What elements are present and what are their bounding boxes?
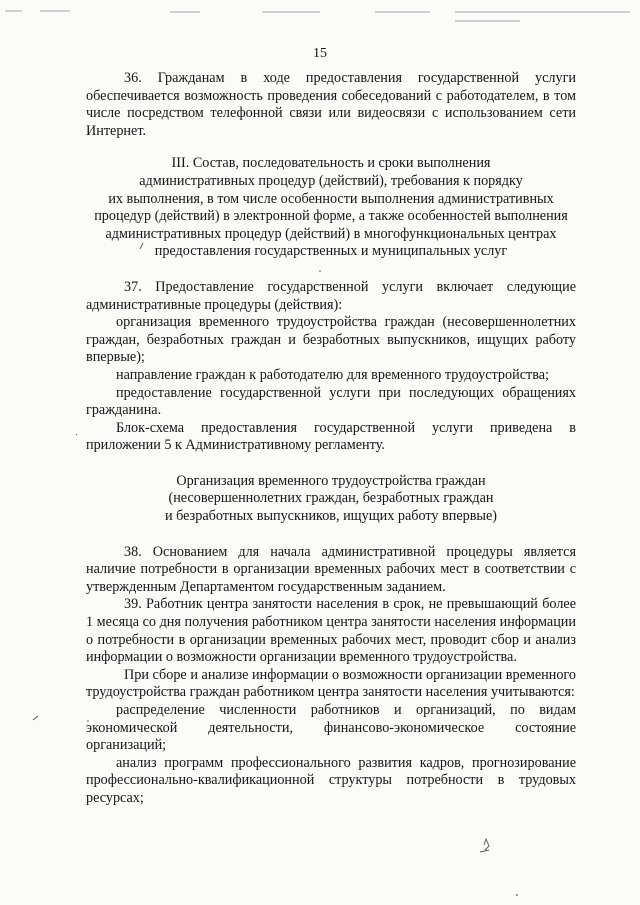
- procedure-item: направление граждан к работодателю для временного трудоустройства;: [116, 366, 549, 383]
- document-body: [86, 70, 576, 808]
- subsection-heading-line: (несовершеннолетних граждан, безработных граждан: [168, 490, 494, 507]
- procedure-item: предоставление государственной услуги при последующих обращениях гражданина.: [86, 384, 576, 419]
- section-3-heading-line: предоставления государственных и муниципальных услуг: [154, 243, 508, 260]
- subsection-heading: [86, 473, 576, 526]
- consideration-item: распределение численности работников и организаций, по видам экономической деятельности, финансово-экономическое состояние организаций;: [86, 702, 576, 754]
- procedure-item: организация временного трудоустройства граждан (несовершеннолетних граждан, безработных граждан и безработных выпускников, ищущих работу впервые);: [86, 314, 576, 366]
- paragraph-39: 39. Работник центра занятости населения в срок, не превышающий более 1 месяца со дня получения работником центра занятости населения информации о потребности в организации временных рабочих мест, проводит сбор и анализ информации о возможности организации временного трудоустройства.: [86, 596, 576, 666]
- block-scheme-note: Блок-схема предоставления государственной услуги приведена в приложении 5 к Административному регламенту.: [86, 419, 576, 454]
- scan-edge-marks: [0, 7, 640, 27]
- subsection-heading-line: Организация временного трудоустройства граждан: [176, 472, 486, 489]
- section-3-heading-line: их выполнения, в том числе особенности выполнения административных: [108, 190, 554, 207]
- paragraph-36: 36. Гражданам в ходе предоставления государственной услуги обеспечивается возможность проведения собеседований с работодателем, в том числе посредством телефонной связи или видеосвязи с использованием сети Интернет.: [86, 70, 576, 139]
- section-3-heading-line: административных процедур (действий) в многофункциональных центрах: [105, 225, 557, 242]
- page-number: 15: [313, 46, 327, 61]
- section-3-heading: [86, 155, 576, 261]
- paragraph-39-consider: При сборе и анализе информации о возможности организации временного трудоустройства граждан работником центра занятости населения учитываются:: [86, 666, 576, 701]
- section-3-heading-line: административных процедур (действий), требования к порядку: [139, 172, 523, 189]
- section-3-heading-line: процедур (действий) в электронной форме, а также особенностей выполнения: [94, 208, 568, 225]
- section-3-heading-line: III. Состав, последовательность и сроки выполнения: [171, 155, 491, 172]
- consideration-item: анализ программ профессионального развития кадров, прогнозирование профессионально-квалификационной структуры потребности в трудовых ресурсах;: [86, 754, 576, 806]
- subsection-heading-line: и безработных выпускников, ищущих работу впервые): [165, 508, 497, 525]
- paragraph-37: 37. Предоставление государственной услуги включает следующие административные процедуры (действия):: [86, 278, 576, 313]
- paragraph-38: 38. Основанием для начала административной процедуры является наличие потребности в организации временных рабочих мест в соответствии с утвержденным Департаментом государственным заданием.: [86, 543, 576, 595]
